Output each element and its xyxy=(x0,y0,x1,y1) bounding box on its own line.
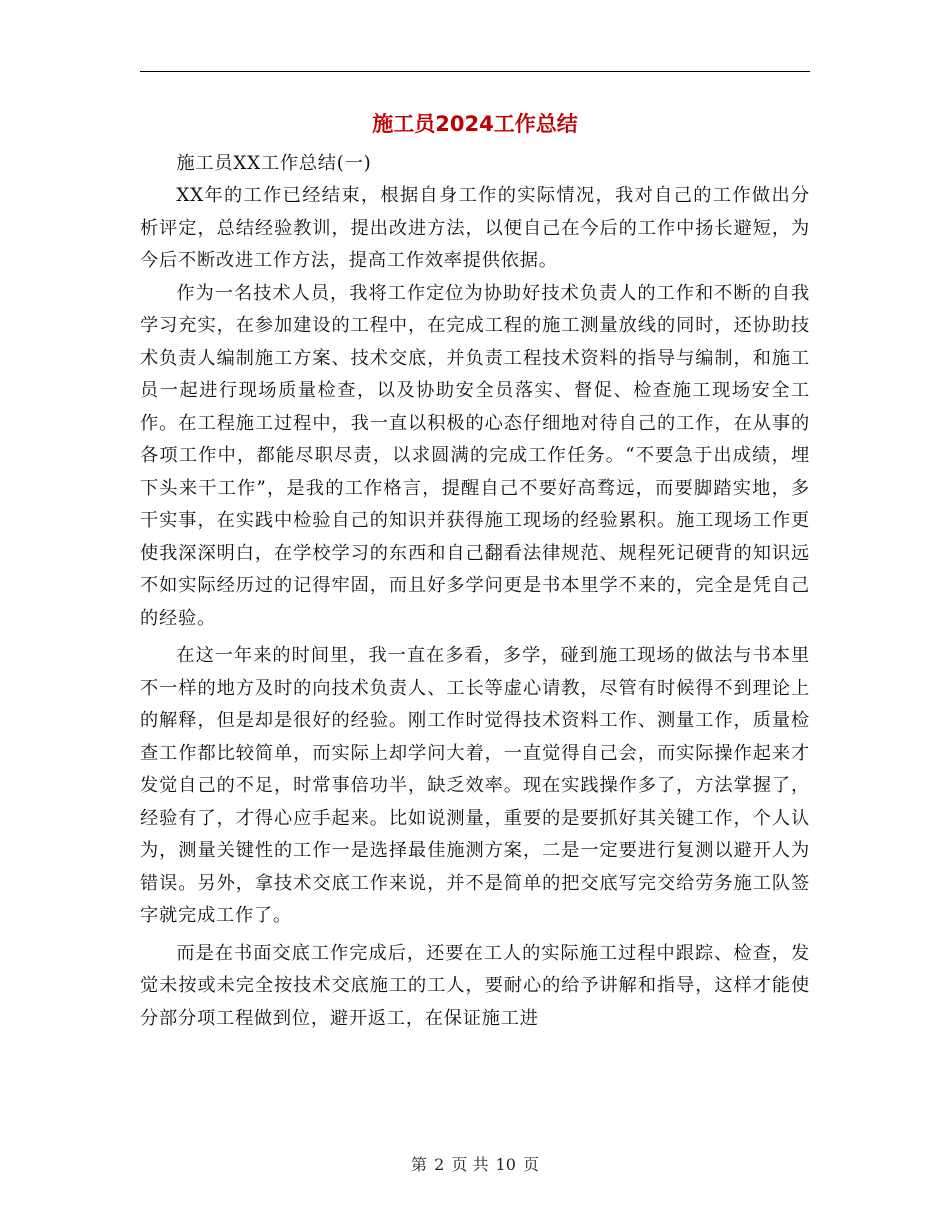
paragraph-intro: XX年的工作已经结束，根据自身工作的实际情况，我对自己的工作做出分析评定，总结经验教训，提出改进方法，以便自己在今后的工作中扬长避短，为今后不断改进工作方法，提高工作效率提供依据。 xyxy=(140,185,810,271)
footer-label-of: 页 共 xyxy=(451,1155,489,1174)
section-subtitle: 施工员XX工作总结(一) xyxy=(176,153,372,174)
footer-current-page: 2 xyxy=(434,1155,445,1174)
document-title: 施工员2024工作总结 xyxy=(372,112,578,136)
page-footer xyxy=(140,1153,810,1177)
paragraph-learning: 在这一年来的时间里，我一直在多看，多学，碰到施工现场的做法与书本里不一样的地方及时的向技术负责人、工长等虚心请教，尽管有时候得不到理论上的解释，但是却是很好的经验。刚工作时觉得技术资料工作、测量工作，质量检查工作都比较简单，而实际上却学问大着，一直觉得自己会，而实际操作起来才发觉自己的不足，时常事倍功半，缺乏效率。现在实践操作多了，方法掌握了，经验有了，才得心应手起来。比如说测量，重要的是要抓好其关键工作，个人认为，测量关键性的工作一是选择最佳施测方案，二是一定要进行复测以避开人为错误。另外，拿技术交底工作来说，并不是简单的把交底写完交给劳务施工队签字就完成工作了。 xyxy=(140,645,810,926)
header-divider xyxy=(140,71,810,72)
footer-label-pages: 页 xyxy=(523,1155,540,1174)
footer-total-pages: 10 xyxy=(495,1155,516,1174)
footer-label-page: 第 xyxy=(410,1155,427,1174)
paragraph-role: 作为一名技术人员，我将工作定位为协助好技术负责人的工作和不断的自我学习充实，在参加建设的工程中，在完成工程的施工测量放线的同时，还协助技术负责人编制施工方案、技术交底，并负责工程技术资料的指导与编制，和施工员一起进行现场质量检查，以及协助安全员落实、督促、检查施工现场安全工作。在工程施工过程中，我一直以积极的心态仔细地对待自己的工作，在从事的各项工作中，都能尽职尽责，以求圆满的完成工作任务。“不要急于出成绩，埋下头来干工作”，是我的工作格言，提醒自己不要好高骛远，而要脚踏实地，多干实事，在实践中检验自己的知识并获得施工现场的经验累积。施工现场工作更使我深深明白，在学校学习的东西和自己翻看法律规范、规程死记硬背的知识远不如实际经历过的记得牢固，而且好多学问更是书本里学不来的，完全是凭自己的经验。 xyxy=(140,282,810,629)
document-body xyxy=(140,148,810,1035)
paragraph-followup: 而是在书面交底工作完成后，还要在工人的实际施工过程中跟踪、检查，发觉未按或未完全按技术交底施工的工人，要耐心的给予讲解和指导，这样才能使分部分项工程做到位，避开返工，在保证施工进 xyxy=(140,942,810,1029)
